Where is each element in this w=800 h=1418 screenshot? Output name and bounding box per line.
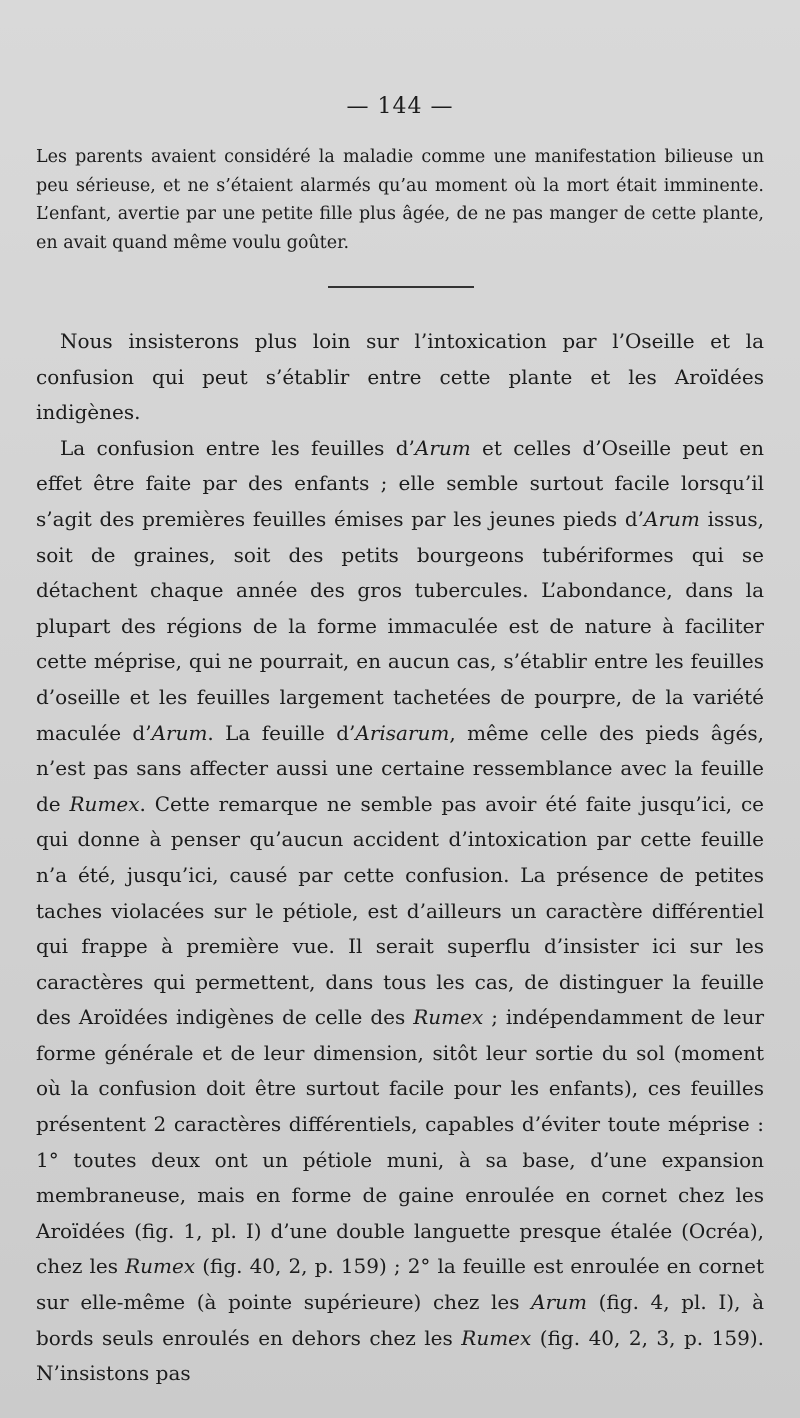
taxon-name: Arum [644,506,700,531]
p2-text: . Cette remarque ne semble pas avoir été faite jusqu’ici, ce qui donne à penser qu’aucun accident d’intoxication par cette feuille n’a été, jusqu’ici, causé par cette confusion. La présence de petites taches violacées sur le pétiole, est d’ailleurs un caractère différentiel qui frappe à première vue. Il serait superflu d’insister ici sur les caractères qui permettent, dans tous les cas, de distinguer la feuille des Aroïdées indigènes de celle des [36,791,764,1030]
lead-paragraph: Les parents avaient considéré la maladie comme une manifestation bilieuse un peu sérieuse, et ne s’étaient alarmés qu’au moment où la mort était imminente. L’enfant, avertie par une petite fille plus âgée, de ne pas manger de cette plante, en avait quand même voulu goûter. [36,147,764,253]
p2-text: (fig. 4, pl. I), à bords seuls enroulés en dehors chez les [36,1290,765,1350]
taxon-name: Rumex [461,1325,532,1350]
p2-text: issus, soit de graines, soit des petits bourgeons tubériformes qui se détachent chaque année des gros tubercules. L’abondance, dans la plupart des régions de la forme immaculée est de nature à faciliter cette méprise, qui ne pourrait, en aucun cas, s’établir entre les feuilles d’oseille et les feuilles largement tachetées de pourpre, de la variété maculée d’ [36,506,764,745]
taxon-name: Arum [531,1290,588,1315]
taxon-name: Rumex [69,791,140,816]
p2-text: ; indépendamment de leur forme générale et de leur dimension, sitôt leur sortie du sol (moment où la confusion doit être surtout facile pour les enfants), ces feuilles présentent 2 caractères différentiels, capables d’éviter toute méprise : 1° toutes deux ont un pétiole muni, à sa base, d’une expansion membraneuse, mais en forme de gaine enroulée en cornet chez les Aroïdées (fig. 1, pl. I) d’une double languette presque étalée (Ocréa), chez les [36,1005,765,1279]
section-divider [328,286,474,288]
taxon-name: Arum [414,435,471,460]
p2-text: . La feuille d’ [207,720,356,745]
taxon-name: Arisarum [355,720,450,745]
lead-paragraph-block [36,143,764,257]
main-text-block [36,324,764,1392]
paragraph-2 [36,431,764,1392]
page-number: — 144 — [346,94,454,119]
p2-text: La confusion entre les feuilles d’ [60,435,415,460]
p2-text: (fig. 40, 2, p. 159) ; 2° la feuille est enroulée en cornet sur elle-même (à pointe supérieure) chez les [36,1254,764,1315]
p2-text: (fig. 40, 2, 3, p. 159). N’insistons pas [36,1325,764,1386]
p2-text: et celles d’Oseille peut en effet être faite par des enfants ; elle semble surtout facile lorsqu’il s’agit des premières feuilles émises par les jeunes pieds d’ [36,435,764,531]
paragraph-1: Nous insisterons plus loin sur l’intoxication par l’Oseille et la confusion qui peut s’établir entre cette plante et les Aroïdées indigènes. [36,329,764,425]
taxon-name: Rumex [125,1254,196,1279]
p2-text: , même celle des pieds âgés, n’est pas sans affecter aussi une certaine ressemblance avec la feuille de [36,720,764,816]
taxon-name: Arum [151,720,208,745]
taxon-name: Rumex [413,1005,484,1030]
